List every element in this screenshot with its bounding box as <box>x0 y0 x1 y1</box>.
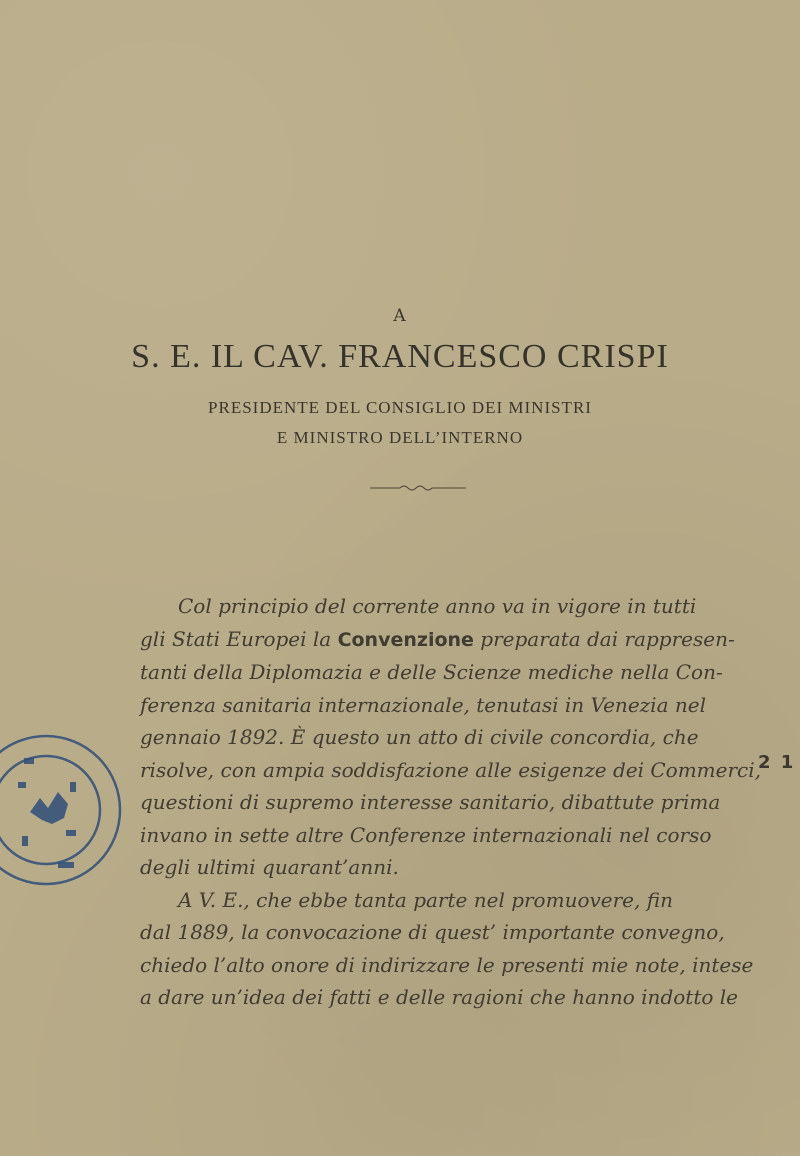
body-line: Col principio del corrente anno va in vigore in tutti <box>178 594 697 618</box>
body-line-part: preparata dai rappresen- <box>473 626 735 651</box>
body-line: A V. E., che ebbe tanta parte nel promuovere, fin <box>178 887 673 912</box>
body-line: questioni di supremo interesse sanitario, dibattute prima <box>140 790 721 814</box>
body-line: ferenza sanitaria internazionale, tenutasi in Venezia nel <box>140 692 706 717</box>
folio-number: 2 1 <box>758 752 796 773</box>
body-line-part: gli Stati Europei la <box>140 626 338 651</box>
body-line: gennaio 1892. È questo un atto di civile concordia, che <box>140 725 699 749</box>
body-line: dal 1889, la convocazione di quest’ importante convegno, <box>140 920 725 944</box>
body-line: chiedo l’alto onore di indirizzare le presenti mie note, intese <box>140 952 754 977</box>
dedication-title-line2: E MINISTRO DELL’INTERNO <box>276 428 524 447</box>
dedication-title-line1: PRESIDENTE DEL CONSIGLIO DEI MINISTRI <box>208 398 592 417</box>
body-text <box>140 590 761 1014</box>
body-line: risolve, con ampia soddisfazione alle esigenze dei Commerci, <box>140 757 761 782</box>
library-stamp-icon <box>0 712 126 908</box>
body-line <box>140 623 735 657</box>
body-line: tanti della Diplomazia e delle Scienze mediche nella Con- <box>140 660 723 684</box>
body-line: a dare un’idea dei fatti e delle ragioni che hanno indotto le <box>140 985 738 1009</box>
fleuron-rule-ornament-icon <box>370 480 466 496</box>
convenzione-bold-word: Convenzione <box>337 628 474 651</box>
dedication-to: A <box>393 306 407 326</box>
body-line: degli ultimi quarant’anni. <box>140 855 399 879</box>
body-line: invano in sette altre Conferenze internazionali nel corso <box>140 822 712 847</box>
dedication-name: S. E. IL CAV. FRANCESCO CRISPI <box>131 338 669 375</box>
